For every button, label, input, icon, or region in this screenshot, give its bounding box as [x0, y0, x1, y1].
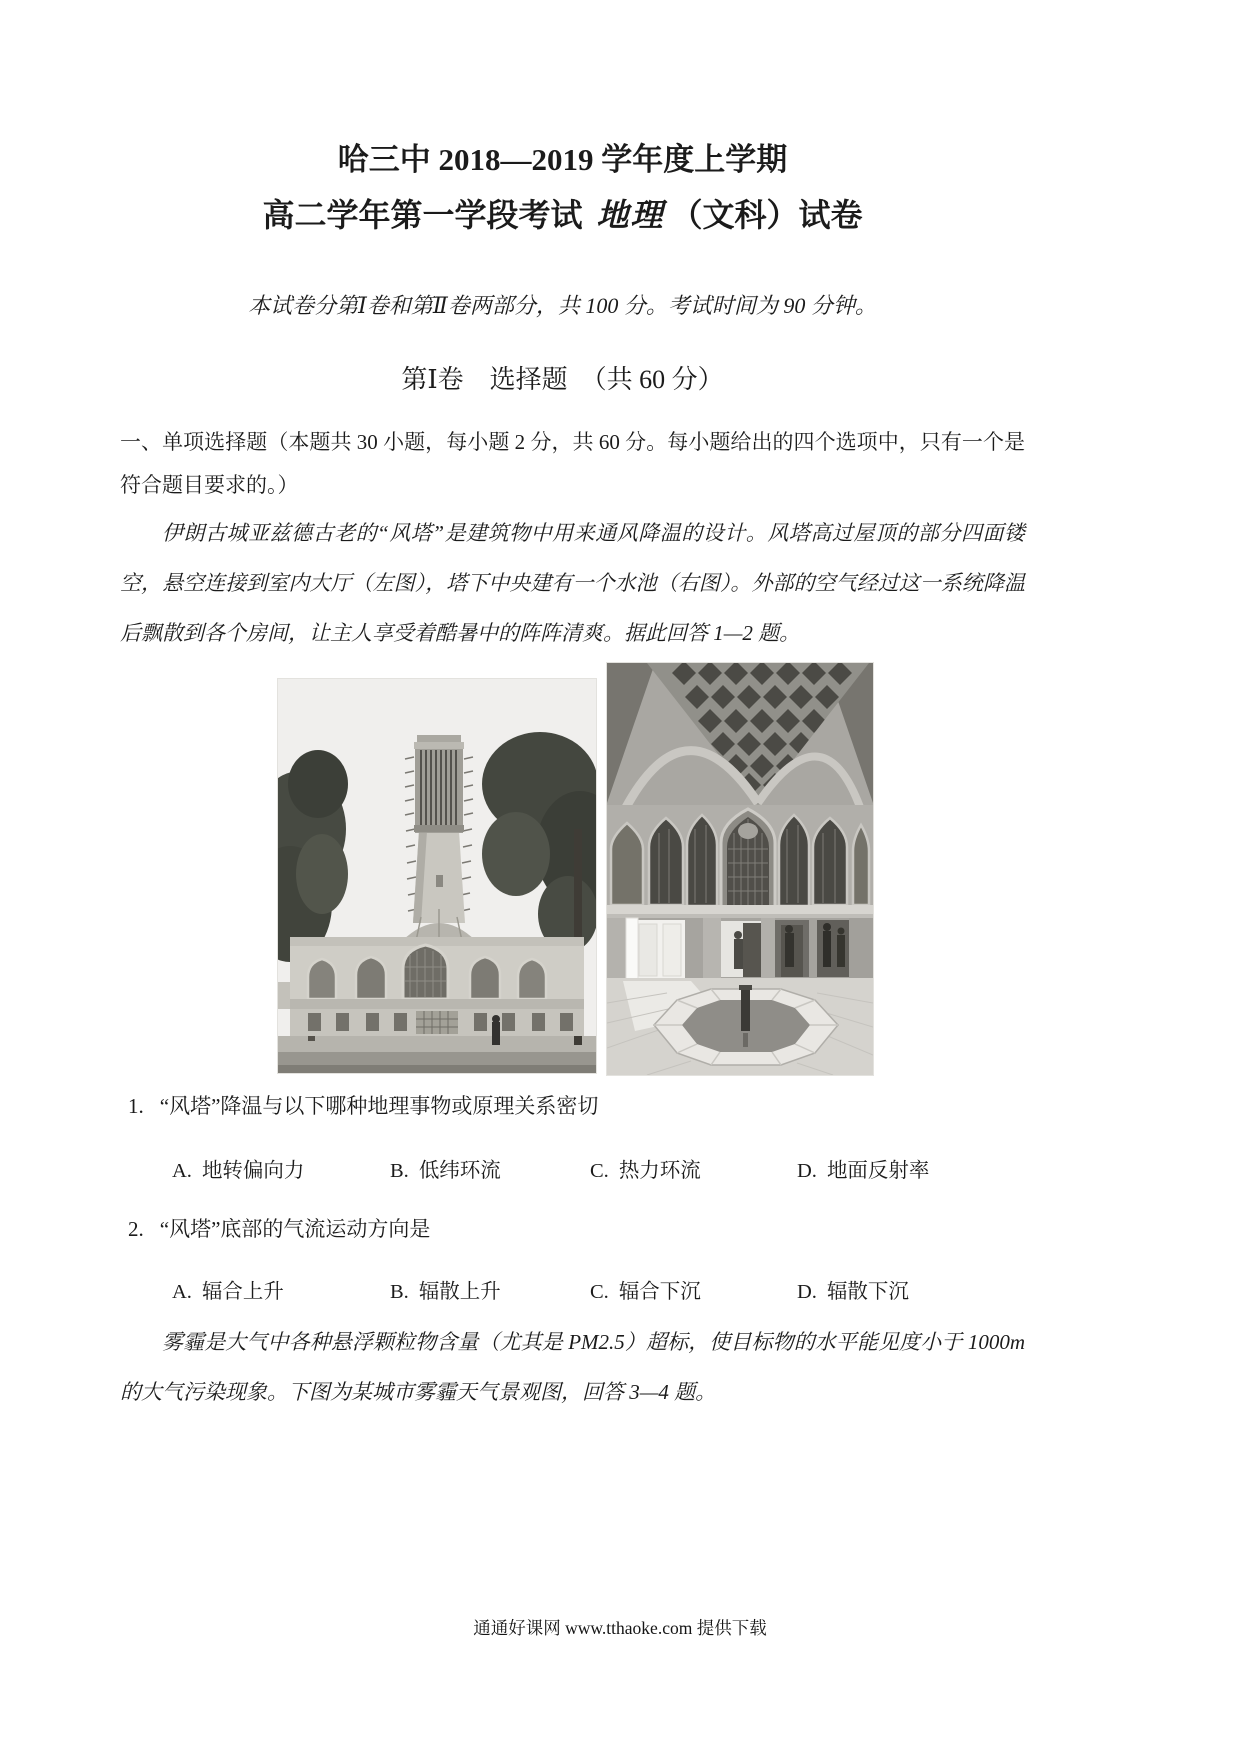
courtyard-pool-interior-photo: [606, 662, 874, 1076]
wind-tower-exterior-illustration: [278, 679, 596, 1073]
lower-doorways: [607, 918, 873, 980]
exam-subject: 地理: [596, 197, 665, 233]
question-1-option-c: C. 热力环流: [590, 1160, 701, 1182]
upper-arch-niches: [607, 805, 873, 909]
wind-tower-exterior-photo: [277, 678, 597, 1074]
footer-source-line: 通通好课网 www.tthaoke.com 提供下载: [473, 1618, 767, 1638]
figure-row: [277, 662, 873, 1075]
passage-smog: 雾霾是大气中各种悬浮颗粒物含量（尤其是 PM2.5）超标，使目标物的水平能见度小于 1000m 的大气污染现象。下图为某城市雾霾天气景观图，回答 3—4 题。: [120, 1330, 1025, 1404]
exam-title-line2-suffix: （文科）试卷: [670, 197, 863, 233]
question-2-option-a: A. 辐合上升: [172, 1281, 284, 1303]
question-2-number: 2.: [128, 1217, 144, 1241]
question-1-options: [172, 1153, 1028, 1183]
octagonal-pavilion: [290, 937, 584, 1036]
exam-title-line1: 哈三中 2018—2019 学年度上学期: [337, 142, 788, 177]
question-2-option-d: D. 辐散下沉: [797, 1281, 909, 1303]
courtyard-pool-interior-illustration: [607, 663, 873, 1075]
question-1-option-d: D. 地面反射率: [797, 1160, 930, 1182]
question-1-option-b: B. 低纬环流: [390, 1160, 501, 1182]
question-2-option-c: C. 辐合下沉: [590, 1281, 701, 1303]
question-1-option-a: A. 地转偏向力: [172, 1160, 305, 1182]
passage-wind-tower: 伊朗古城亚兹德古老的“风塔”是建筑物中用来通风降温的设计。风塔高过屋顶的部分四面镂空，悬空连接到室内大厅（左图），塔下中央建有一个水池（右图）。外部的空气经过这一系统降温后飘散到各个房间，让主人享受着酷暑中的阵阵清爽。据此回答 1—2 题。: [120, 521, 1025, 645]
person-silhouette: [492, 1015, 500, 1045]
question-2: [128, 1213, 1025, 1243]
exam-title-line2-prefix: 高二学年第一学段考试: [262, 197, 583, 233]
question-1-number: 1.: [128, 1094, 144, 1118]
question-2-options: [172, 1274, 1028, 1304]
exam-title-line2: [0, 190, 1125, 236]
question-2-stem: “风塔”底部的气流运动方向是: [159, 1217, 431, 1241]
question-1-stem: “风塔”降温与以下哪种地理事物或原理关系密切: [159, 1094, 599, 1118]
exam-info-line: 本试卷分第Ⅰ卷和第Ⅱ卷两部分，共 100 分。考试时间为 90 分钟。: [248, 293, 877, 318]
question-1: [128, 1090, 1025, 1120]
multiple-choice-instructions: 一、单项选择题（本题共 30 小题，每小题 2 分，共 60 分。每小题给出的四个选项中，只有一个是符合题目要求的。）: [120, 430, 1025, 498]
section-1-heading: 第Ⅰ卷 选择题 （共 60 分）: [401, 365, 724, 394]
question-2-option-b: B. 辐散上升: [390, 1281, 501, 1303]
